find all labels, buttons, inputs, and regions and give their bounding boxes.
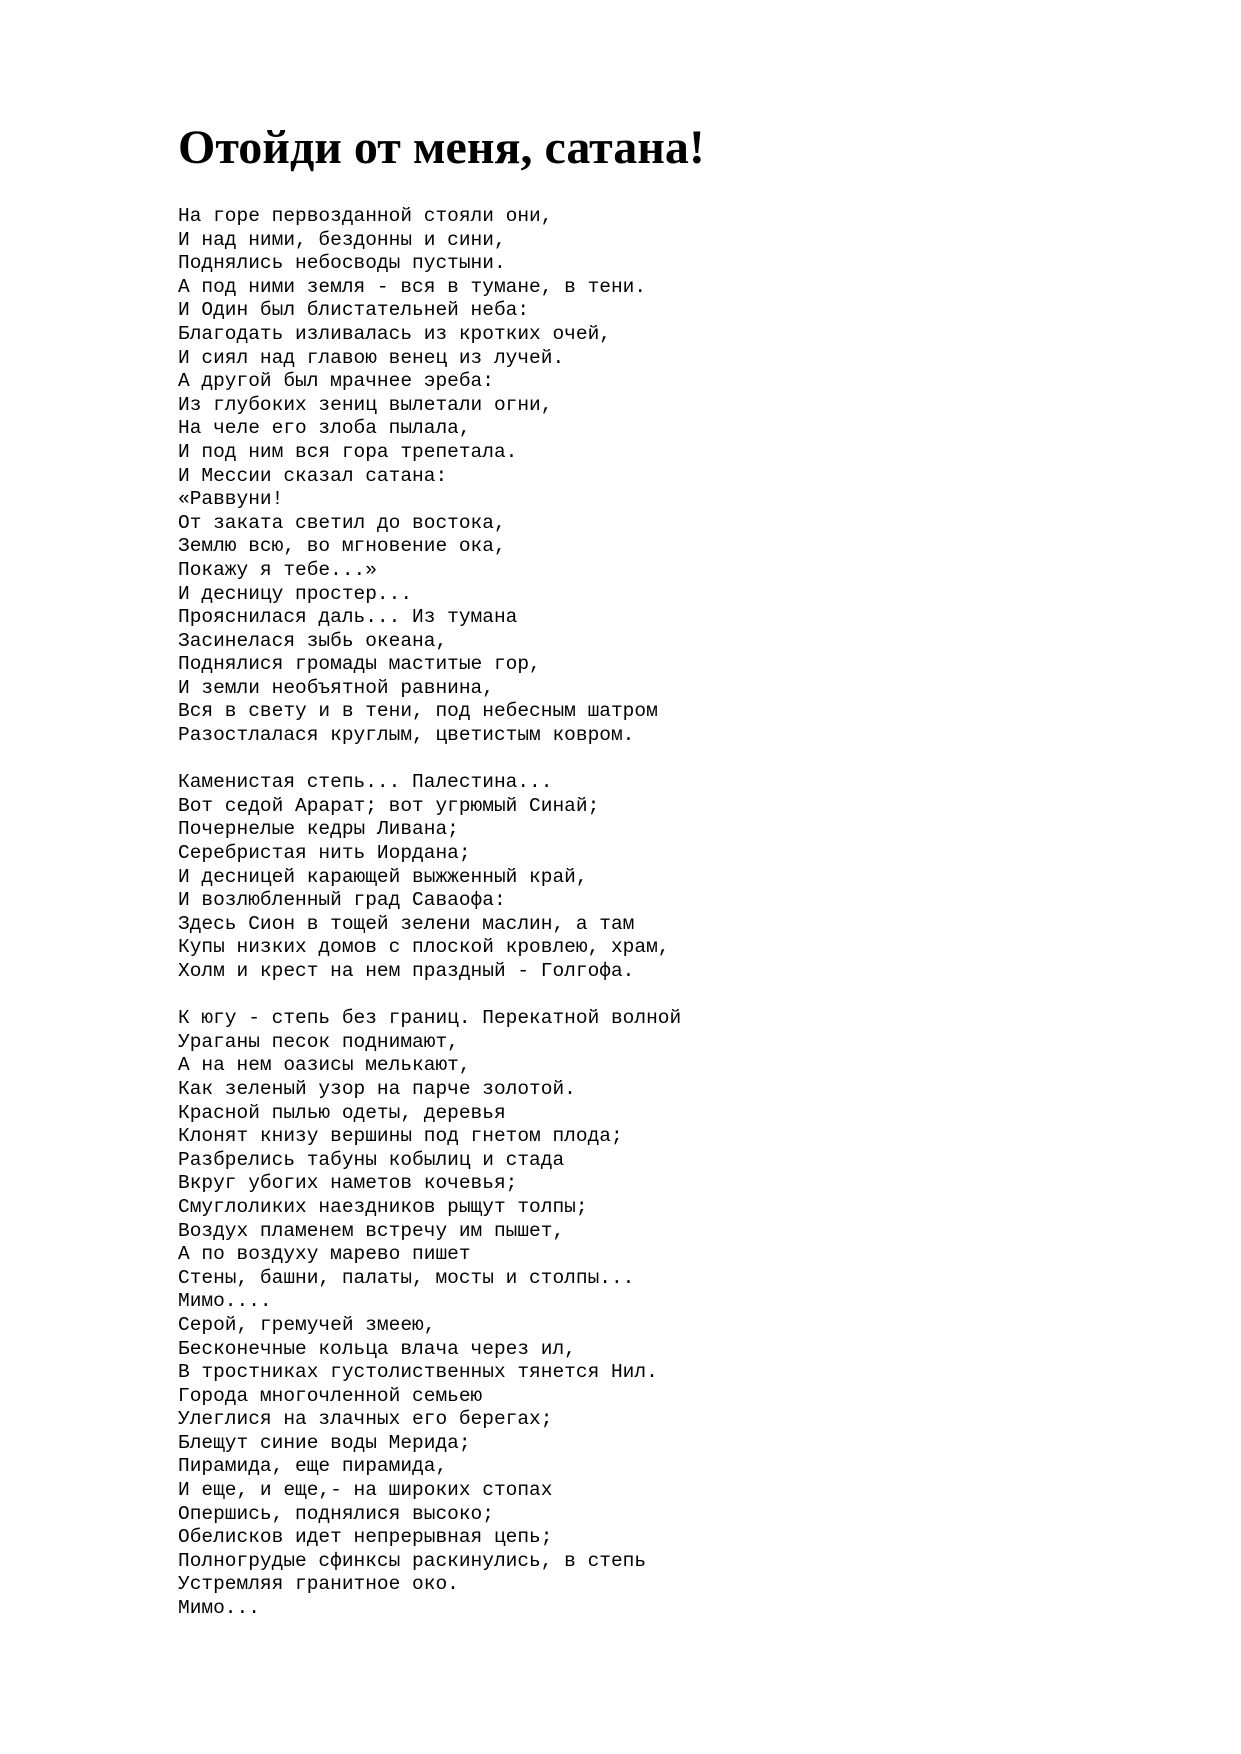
poem-line: Землю всю, во мгновение ока,: [178, 535, 506, 558]
poem-line: В тростниках густолиственных тянется Нил.: [178, 1361, 658, 1384]
poem-line: Обелисков идет непрерывная цепь;: [178, 1526, 553, 1549]
poem-line: И десницей карающей выжженный край,: [178, 865, 588, 888]
poem-line: И под ним вся гора трепетала.: [178, 440, 518, 463]
poem-line: А под ними земля - вся в тумане, в тени.: [178, 275, 647, 298]
poem-line: И Мессии сказал сатана:: [178, 464, 448, 487]
poem-line: Из глубоких зениц вылетали огни,: [178, 393, 553, 416]
poem-line: А на нем оазисы мелькают,: [178, 1054, 471, 1077]
poem-line: Пирамида, еще пирамида,: [178, 1455, 448, 1478]
poem-line: Красной пылью одеты, деревья: [178, 1101, 506, 1124]
poem-line: Разостлалася круглым, цветистым ковром.: [178, 724, 635, 747]
poem-line: К югу - степь без границ. Перекатной волной: [178, 1007, 682, 1030]
poem-line: И Один был блистательней неба:: [178, 299, 530, 322]
poem-line: Города многочленной семьею: [178, 1384, 483, 1407]
poem-line: Вот седой Арарат; вот угрюмый Синай;: [178, 794, 600, 817]
poem-line: А другой был мрачнее эреба:: [178, 370, 494, 393]
poem-line: Блещут синие воды Мерида;: [178, 1431, 471, 1454]
poem-line: И еще, и еще,- на широких стопах: [178, 1479, 553, 1502]
poem-body: [178, 205, 1178, 1644]
poem-line: Серой, гремучей змеею,: [178, 1313, 436, 1336]
poem-line: Засинелася зыбь океана,: [178, 629, 448, 652]
poem-line: И сиял над главою венец из лучей.: [178, 346, 565, 369]
poem-line: Прояснилася даль... Из тумана: [178, 606, 518, 629]
poem-line: Разбрелись табуны кобылиц и стада: [178, 1148, 565, 1171]
poem-line: Благодать изливалась из кротких очей,: [178, 322, 611, 345]
poem-stanza: [178, 1007, 1178, 1620]
poem-line: Покажу я тебе...»: [178, 558, 377, 581]
poem-line: Воздух пламенем встречу им пышет,: [178, 1219, 565, 1242]
poem-line: Клонят книзу вершины под гнетом плода;: [178, 1125, 623, 1148]
poem-line: «Раввуни!: [178, 488, 284, 511]
poem-line: Смуглоликих наездников рыщут толпы;: [178, 1195, 588, 1218]
poem-line: На челе его злоба пылала,: [178, 417, 471, 440]
poem-line: Поднялися громады маститые гор,: [178, 653, 541, 676]
poem-line: Устремляя гранитное око.: [178, 1573, 459, 1596]
poem-title: Отойди от меня, сатана!: [178, 121, 705, 174]
poem-line: Вкруг убогих наметов кочевья;: [178, 1172, 518, 1195]
poem-line: Холм и крест на нем праздный - Голгофа.: [178, 960, 635, 982]
poem-line: И над ними, бездонны и сини,: [178, 228, 506, 251]
poem-line: Поднялись небосводы пустыни.: [178, 252, 506, 275]
poem-line: На горе первозданной стояли они,: [178, 205, 553, 227]
poem-line: Вся в свету и в тени, под небесным шатром: [178, 700, 658, 723]
poem-line: Ураганы песок поднимают,: [178, 1030, 459, 1053]
poem-line: Опершись, поднялися высоко;: [178, 1502, 494, 1525]
poem-line: Мимо....: [178, 1290, 272, 1313]
poem-line: Улеглися на злачных его берегах;: [178, 1408, 553, 1431]
poem-line: Здесь Сион в тощей зелени маслин, а там: [178, 912, 635, 935]
poem-line: Купы низких домов с плоской кровлею, храм,: [178, 936, 670, 959]
poem-line: Стены, башни, палаты, мосты и столпы...: [178, 1266, 635, 1289]
poem-line: Бесконечные кольца влача через ил,: [178, 1337, 576, 1360]
poem-line: И возлюбленный град Саваофа:: [178, 889, 506, 912]
poem-line: А по воздуху марево пишет: [178, 1243, 471, 1266]
poem-line: Как зеленый узор на парче золотой.: [178, 1077, 576, 1100]
poem-line: И десницу простер...: [178, 582, 413, 605]
poem-line: Почернелые кедры Ливана;: [178, 818, 459, 841]
poem-line: От заката светил до востока,: [178, 511, 506, 534]
poem-line: Полногрудые сфинксы раскинулись, в степь: [178, 1549, 647, 1572]
poem-line: Серебристая нить Иордана;: [178, 842, 471, 865]
poem-line: Мимо...: [178, 1597, 260, 1620]
poem-stanza: [178, 771, 1178, 983]
poem-stanza: [178, 205, 1178, 748]
poem-line: Каменистая степь... Палестина...: [178, 771, 553, 794]
poem-line: И земли необъятной равнина,: [178, 676, 494, 699]
